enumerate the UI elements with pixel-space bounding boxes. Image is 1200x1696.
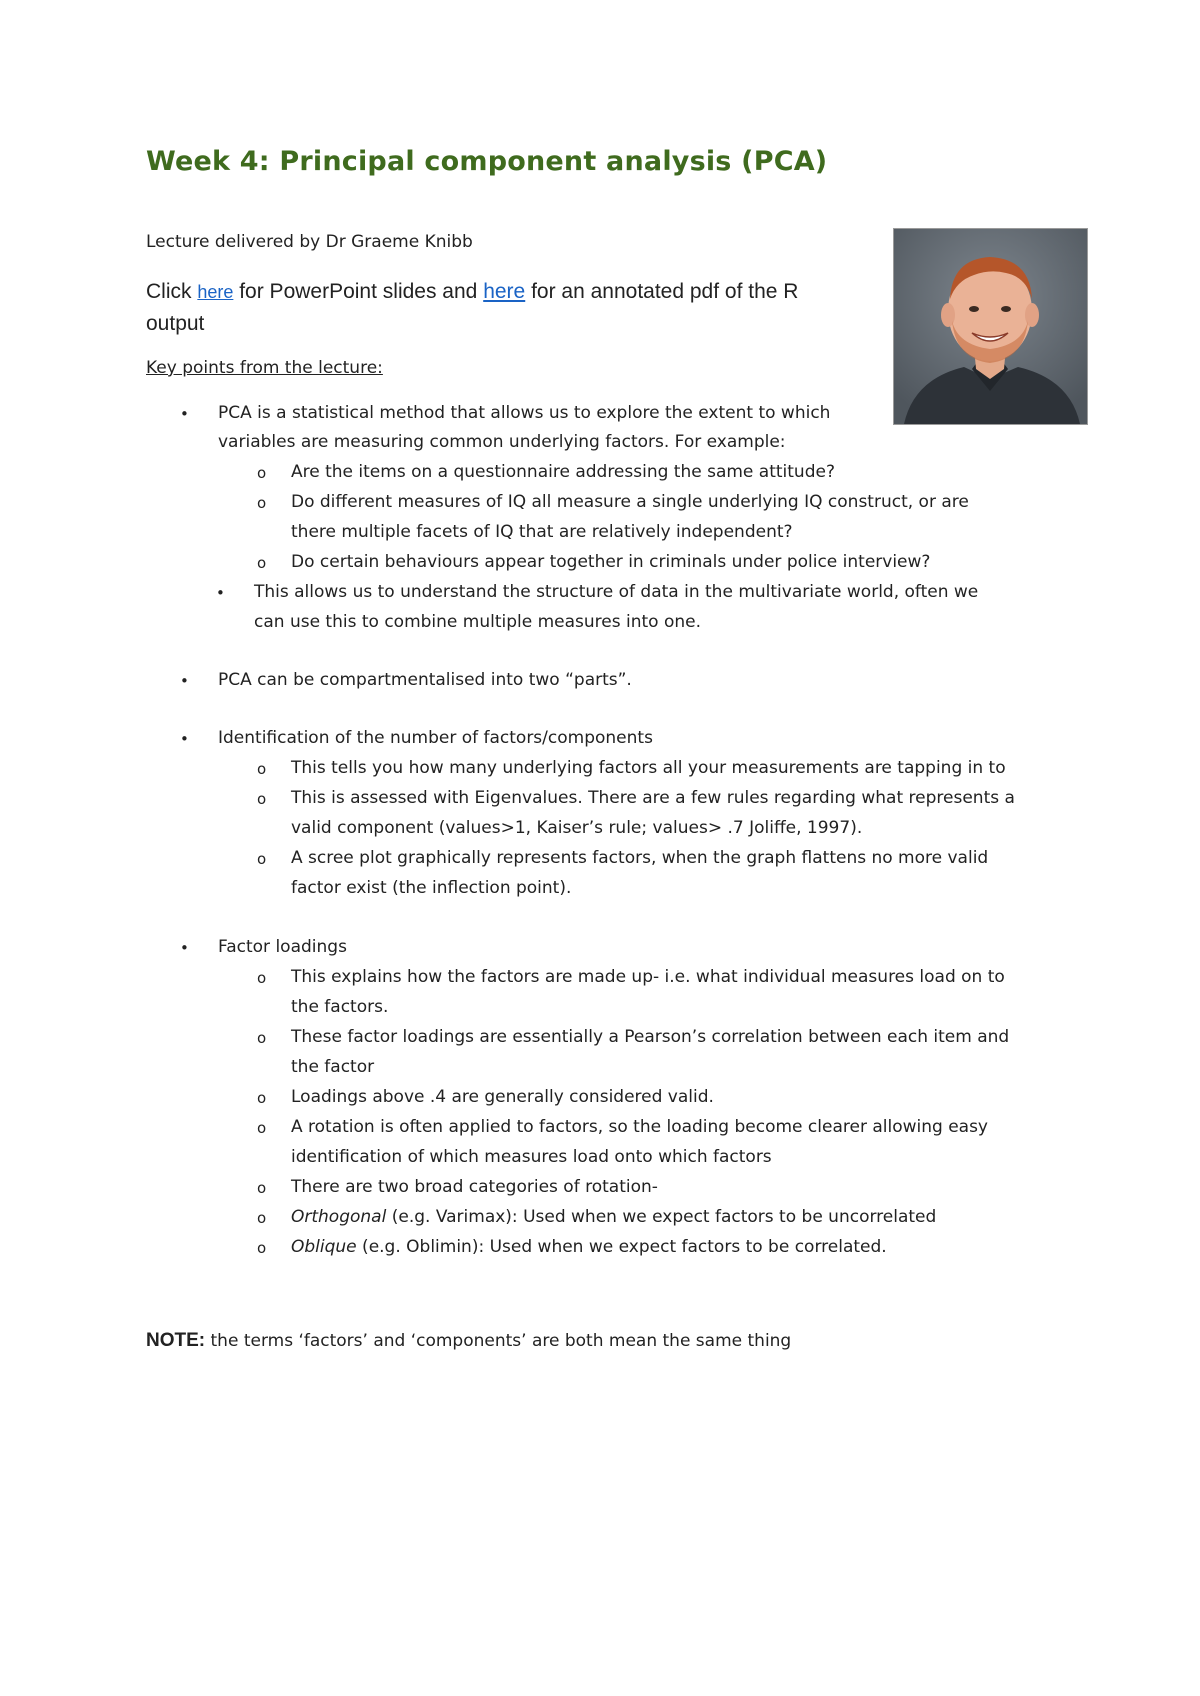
sub-item-rotation: A rotation is often applied to factors, so the loading become clearer allowing easy xyxy=(291,1117,988,1137)
sub-item-pearson-cont: the factor xyxy=(291,1057,375,1077)
click-prefix: Click xyxy=(146,280,192,303)
bullet-factor-loadings: Factor loadings xyxy=(218,937,347,957)
sub-bullet-marker: o xyxy=(257,464,267,482)
bullet-structure-cont: can use this to combine multiple measures into one. xyxy=(254,612,702,632)
powerpoint-link[interactable]: here xyxy=(197,282,234,302)
slides-links-line xyxy=(146,276,866,340)
sub-bullet-marker: o xyxy=(257,1029,267,1047)
sub-item-oblique xyxy=(291,1237,887,1257)
sub-bullet-marker: o xyxy=(257,554,267,572)
sub-bullet-marker: o xyxy=(257,790,267,808)
bullet-pca-definition: PCA is a statistical method that allows us to explore the extent to which xyxy=(218,403,831,423)
sub-bullet-marker: o xyxy=(257,850,267,868)
sub-item-rotation-categories: There are two broad categories of rotation- xyxy=(291,1177,658,1197)
sub-bullet-marker: o xyxy=(257,1089,267,1107)
note-label: NOTE: xyxy=(146,1330,206,1351)
bullet-marker: • xyxy=(180,672,189,690)
oblique-term: Oblique xyxy=(291,1237,357,1257)
orthogonal-term: Orthogonal xyxy=(291,1207,387,1227)
bullet-two-parts: PCA can be compartmentalised into two “parts”. xyxy=(218,670,632,690)
annotated-pdf-link[interactable]: here xyxy=(483,280,526,303)
bullet-marker: • xyxy=(180,939,189,957)
sub-item-pearson: These factor loadings are essentially a Pearson’s correlation between each item and xyxy=(291,1027,1010,1047)
orthogonal-desc: (e.g. Varimax): Used when we expect factors to be uncorrelated xyxy=(386,1207,937,1227)
page-title: Week 4: Principal component analysis (PCA) xyxy=(146,146,828,177)
sub-bullet-marker: o xyxy=(257,1179,267,1197)
sub-item-questionnaire: Are the items on a questionnaire addressing the same attitude? xyxy=(291,462,835,482)
sub-bullet-marker: o xyxy=(257,969,267,987)
bullet-marker: • xyxy=(216,584,225,602)
sub-item-loadings-valid: Loadings above .4 are generally considered valid. xyxy=(291,1087,714,1107)
click-suffix: for an annotated pdf of the R xyxy=(531,280,799,303)
sub-item-explains-cont: the factors. xyxy=(291,997,389,1017)
note-line xyxy=(146,1330,791,1352)
bullet-structure: This allows us to understand the structure of data in the multivariate world, often we xyxy=(254,582,979,602)
oblique-desc: (e.g. Oblimin): Used when we expect factors to be correlated. xyxy=(356,1237,887,1257)
sub-item-behaviours: Do certain behaviours appear together in criminals under police interview? xyxy=(291,552,931,572)
key-points-heading: Key points from the lecture: xyxy=(146,358,383,378)
sub-item-eigenvalues-cont: valid component (values>1, Kaiser’s rule; values> .7 Joliffe, 1997). xyxy=(291,818,863,838)
portrait-image xyxy=(894,229,1087,424)
click-suffix-2: output xyxy=(146,312,205,335)
sub-item-iq-cont: there multiple facets of IQ that are relatively independent? xyxy=(291,522,793,542)
sub-item-scree-plot-cont: factor exist (the inflection point). xyxy=(291,878,572,898)
bullet-marker: • xyxy=(180,730,189,748)
lecturer-photo xyxy=(893,228,1088,425)
note-text: the terms ‘factors’ and ‘components’ are both mean the same thing xyxy=(205,1331,792,1351)
sub-item-eigenvalues: This is assessed with Eigenvalues. There are a few rules regarding what represents a xyxy=(291,788,1015,808)
bullet-marker: • xyxy=(180,405,189,423)
sub-bullet-marker: o xyxy=(257,1209,267,1227)
sub-item-rotation-cont: identification of which measures load onto which factors xyxy=(291,1147,772,1167)
lecturer-line: Lecture delivered by Dr Graeme Knibb xyxy=(146,232,473,252)
sub-bullet-marker: o xyxy=(257,1119,267,1137)
sub-item-underlying-factors: This tells you how many underlying factors all your measurements are tapping in to xyxy=(291,758,1006,778)
bullet-identification: Identification of the number of factors/components xyxy=(218,728,653,748)
sub-item-explains: This explains how the factors are made up- i.e. what individual measures load on to xyxy=(291,967,1005,987)
bullet-pca-definition-cont: variables are measuring common underlying factors. For example: xyxy=(218,432,786,452)
sub-item-orthogonal xyxy=(291,1207,936,1227)
sub-bullet-marker: o xyxy=(257,760,267,778)
click-middle: for PowerPoint slides and xyxy=(239,280,478,303)
sub-item-iq: Do different measures of IQ all measure a single underlying IQ construct, or are xyxy=(291,492,969,512)
sub-bullet-marker: o xyxy=(257,494,267,512)
sub-item-scree-plot: A scree plot graphically represents factors, when the graph flattens no more valid xyxy=(291,848,989,868)
sub-bullet-marker: o xyxy=(257,1239,267,1257)
